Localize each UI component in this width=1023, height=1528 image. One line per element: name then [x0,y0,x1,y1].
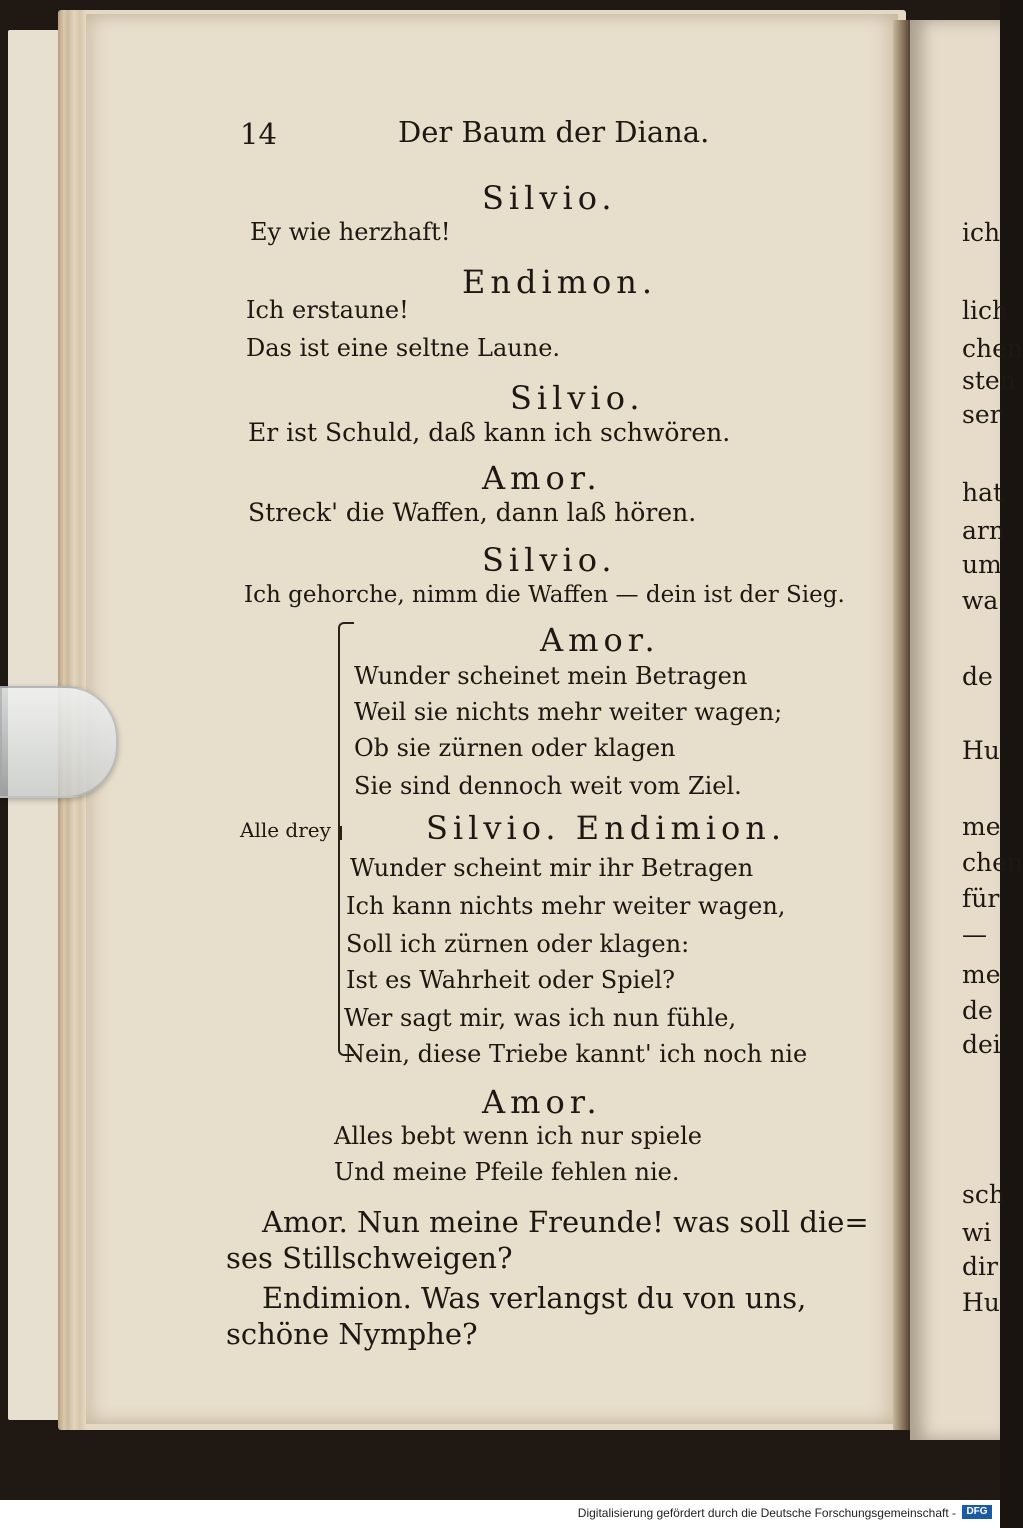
page-number: 14 [240,117,277,151]
verse-line: Ey wie herzhaft! [250,218,451,246]
facing-page-text: lich [962,296,1009,325]
page-clip [0,686,118,798]
facing-page-text: chen [962,334,1023,363]
facing-page-text: — [962,920,987,949]
facing-page-text: ich [962,218,1001,247]
facing-page-text: Hu [962,736,1000,765]
speaker-heading: Amor. [482,1083,602,1121]
facing-page-text: dir [962,1252,998,1281]
speaker-heading: Silvio. Endimion. [426,809,787,847]
verse-line: Weil sie nichts mehr weiter wagen; [354,698,783,726]
facing-page-text: wa [962,586,999,615]
facing-page-text: chen [962,848,1023,877]
speaker-heading: Amor. [540,621,660,659]
speaker-heading: Endimon. [462,263,658,301]
verse-line: Sie sind dennoch weit vom Ziel. [354,772,742,800]
verse-line: Wer sagt mir, was ich nun fühle, [344,1004,737,1032]
verse-line: Nein, diese Triebe kannt' ich noch nie [344,1040,808,1068]
speaker-heading: Silvio. [482,179,617,217]
verse-line: Alles bebt wenn ich nur spiele [334,1122,702,1150]
dfg-logo: DFG [962,1505,992,1519]
verse-line: Ich gehorche, nimm die Waffen — dein ist der Sieg. [244,582,845,608]
verse-line: Soll ich zürnen oder klagen: [346,930,690,958]
funding-credit: Digitalisierung gefördert durch die Deutsche Forschungsgemeinschaft - [577,1506,956,1520]
facing-page-text: für [962,884,1000,913]
facing-page-text: me [962,812,1001,841]
facing-page-text: arn [962,516,1005,545]
verse-line: Und meine Pfeile fehlen nie. [334,1158,680,1186]
facing-page-text: sch [962,1180,1005,1209]
verse-line: Streck' die Waffen, dann laß hören. [248,498,697,527]
verse-line: Wunder scheint mir ihr Betragen [350,854,754,882]
facing-page-text: dei [962,1030,1001,1059]
facing-page-text: de [962,662,993,691]
facing-page-text: hat [962,478,1004,507]
prose-line: schöne Nymphe? [226,1317,478,1351]
brace-point [330,826,342,840]
speaker-heading: Silvio. [482,541,617,579]
prose-line: Amor. Nun meine Freunde! was soll die= [262,1205,869,1239]
facing-page-text: Hu [962,1288,1000,1317]
prose-line: ses Stillschweigen? [226,1241,513,1275]
facing-page-text: wi [962,1218,992,1247]
prose-line: Endimion. Was verlangst du von uns, [262,1281,807,1315]
facing-page-text: sten [962,366,1016,395]
verse-line: Wunder scheinet mein Betragen [354,662,748,690]
verse-line: Ob sie zürnen oder klagen [354,734,676,762]
facing-page-text: um [962,550,1002,579]
running-title: Der Baum der Diana. [398,115,710,149]
facing-page-text: me [962,960,1001,989]
side-label: Alle drey [240,818,331,842]
verse-line: Ich erstaune! [246,296,409,324]
facing-page-text: ser [962,400,1002,429]
speaker-heading: Amor. [482,459,602,497]
verse-line: Ich kann nichts mehr weiter wagen, [346,892,786,920]
verse-line: Er ist Schuld, daß kann ich schwören. [248,418,731,447]
speaker-heading: Silvio. [510,379,645,417]
verse-line: Ist es Wahrheit oder Spiel? [346,966,675,994]
facing-page-text: de [962,996,993,1025]
verse-line: Das ist eine seltne Laune. [246,334,561,362]
